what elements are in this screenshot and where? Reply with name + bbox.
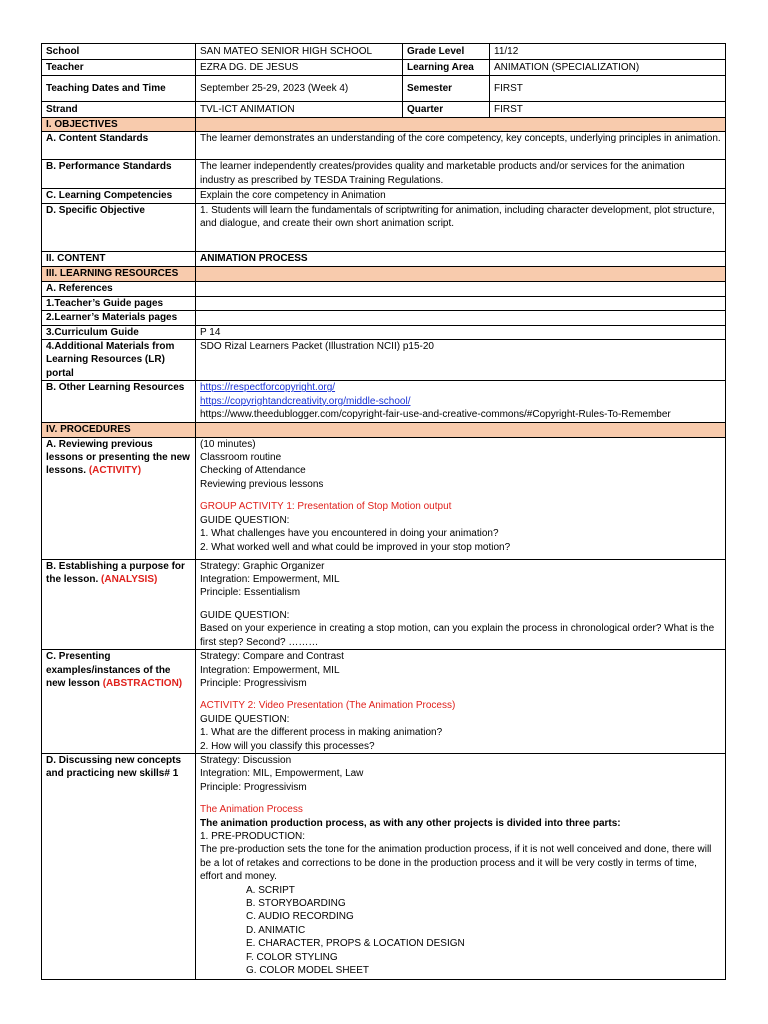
procedure-d-content (196, 753, 726, 979)
strand-label: Strand (42, 102, 196, 118)
grade-value: 11/12 (490, 44, 726, 60)
procedure-a-line: Classroom routine (200, 452, 282, 464)
other-resources-value (196, 381, 726, 423)
procedures-section-row (42, 423, 726, 437)
area-value: ANIMATION (SPECIALIZATION) (490, 60, 726, 76)
procedure-c-line: Strategy: Compare and Contrast (200, 651, 344, 663)
performance-standards-text: The learner independently creates/provides quality and marketable products and/or services for the animation industry as prescribed by TESDA Training Regulations. (196, 160, 726, 189)
procedure-b-question: Based on your experience in creating a stop motion, can you explain the process in chronological order? What is the first step? Second? ……… (200, 623, 715, 648)
group-activity-1-title: GROUP ACTIVITY 1: Presentation of Stop Motion output (200, 501, 452, 513)
learners-materials-row (42, 311, 726, 325)
pre-production-list-item: B. STORYBOARDING (246, 898, 346, 909)
additional-materials-value: SDO Rizal Learners Packet (Illustration NCII) p15-20 (196, 340, 726, 381)
teacher-row (42, 60, 726, 76)
activity-2-title: ACTIVITY 2: Video Presentation (The Animation Process) (200, 700, 456, 712)
quarter-label: Quarter (403, 102, 490, 118)
resources-section-row (42, 266, 726, 281)
pre-production-list-item: F. COLOR STYLING (246, 951, 338, 963)
pre-production-list-item: E. CHARACTER, PROPS & LOCATION DESIGN (246, 938, 465, 950)
semester-label: Semester (403, 76, 490, 102)
edublogger-url: https://www.theedublogger.com/copyright-fair-use-and-creative-commons/#Copyright-Rules-To-Remember (200, 409, 671, 421)
competencies-text: Explain the core competency in Animation (196, 189, 726, 203)
curriculum-guide-row (42, 325, 726, 339)
animation-process-intro: The animation production process, as with any other projects is divided into three parts: (200, 817, 621, 829)
procedure-b-row (42, 559, 726, 649)
specific-objective-row (42, 203, 726, 251)
objectives-section-title: I. OBJECTIVES (42, 118, 196, 132)
competencies-row (42, 189, 726, 203)
content-standards-label: A. Content Standards (42, 132, 196, 160)
procedure-c-label (42, 650, 196, 754)
procedure-a-line: Checking of Attendance (200, 465, 306, 477)
teacher-label: Teacher (42, 60, 196, 76)
procedure-a-row (42, 437, 726, 559)
school-row (42, 44, 726, 60)
competencies-label: C. Learning Competencies (42, 189, 196, 203)
procedure-c-row (42, 650, 726, 754)
content-value: ANIMATION PROCESS (196, 251, 726, 266)
grade-label: Grade Level (403, 44, 490, 60)
learners-materials-label: 2.Learner’s Materials pages (42, 311, 196, 325)
procedure-a-label (42, 437, 196, 559)
procedure-b-guide-heading: GUIDE QUESTION: (200, 609, 290, 621)
content-label: II. CONTENT (42, 251, 196, 266)
procedure-b-tag: (ANALYSIS) (101, 574, 158, 586)
content-standards-text: The learner demonstrates an understanding of the core competency, key concepts, underlying principles in animation. (196, 132, 726, 160)
additional-materials-row (42, 340, 726, 381)
procedures-section-title: IV. PROCEDURES (42, 423, 196, 437)
procedure-a-content (196, 437, 726, 559)
procedure-d-line: Integration: MIL, Empowerment, Law (200, 768, 364, 780)
additional-materials-label: 4.Additional Materials from Learning Resources (LR) portal (42, 340, 196, 381)
procedure-d-line: Strategy: Discussion (200, 754, 292, 766)
curriculum-guide-value: P 14 (196, 325, 726, 339)
curriculum-guide-label: 3.Curriculum Guide (42, 325, 196, 339)
procedure-b-content (196, 559, 726, 649)
procedure-b-label-text: B. Establishing a purpose for the lesson. (46, 560, 185, 586)
dates-row (42, 76, 726, 102)
resources-section-fill (196, 266, 726, 281)
procedure-c-line: Integration: Empowerment, MIL (200, 664, 340, 676)
specific-objective-text: 1. Students will learn the fundamentals of scriptwriting for animation, including character development, plot structure, and dialogue, and create their own short animation script. (196, 203, 726, 251)
pre-production-list-item: D. ANIMATIC (246, 924, 306, 936)
references-row (42, 281, 726, 296)
lesson-plan-sheet (41, 43, 725, 980)
animation-process-title: The Animation Process (200, 804, 303, 816)
objectives-section-fill (196, 118, 726, 132)
procedure-a-question: 1. What challenges have you encountered in doing your animation? (200, 528, 499, 540)
procedure-b-label (42, 559, 196, 649)
pre-production-heading: 1. PRE-PRODUCTION: (200, 830, 306, 842)
procedure-c-question: 2. How will you classify this processes? (200, 740, 375, 752)
content-row (42, 251, 726, 266)
procedure-a-guide-heading: GUIDE QUESTION: (200, 514, 290, 526)
teachers-guide-value (196, 296, 726, 310)
dates-label: Teaching Dates and Time (42, 76, 196, 102)
procedure-c-content (196, 650, 726, 754)
dates-value: September 25-29, 2023 (Week 4) (196, 76, 403, 102)
pre-production-list-item: C. AUDIO RECORDING (246, 911, 354, 923)
procedure-a-question: 2. What worked well and what could be improved in your stop motion? (200, 541, 511, 553)
references-value (196, 281, 726, 296)
procedure-b-line: Strategy: Graphic Organizer (200, 560, 325, 572)
procedure-c-question: 1. What are the different process in making animation? (200, 727, 443, 739)
pre-production-paragraph: The pre-production sets the tone for the animation production process, if it is not well conceived and done, there will be a lot of retakes and corrections to be done in the production process and it will be very costly in terms of time, effort and money. (200, 844, 712, 883)
references-label: A. References (42, 281, 196, 296)
school-value: SAN MATEO SENIOR HIGH SCHOOL (196, 44, 403, 60)
pre-production-list-item: G. COLOR MODEL SHEET (246, 965, 369, 977)
procedure-a-tag: (ACTIVITY) (88, 465, 142, 477)
procedure-c-guide-heading: GUIDE QUESTION: (200, 713, 290, 725)
teacher-value: EZRA DG. DE JESUS (196, 60, 403, 76)
procedure-b-line: Principle: Essentialism (200, 587, 301, 599)
quarter-value: FIRST (490, 102, 726, 118)
learners-materials-value (196, 311, 726, 325)
procedure-d-label: D. Discussing new concepts and practicing new skills# 1 (42, 753, 196, 979)
procedure-c-label-text: C. Presenting examples/instances of the new lesson (46, 651, 171, 689)
specific-objective-label: D. Specific Objective (42, 203, 196, 251)
content-standards-row (42, 132, 726, 160)
lesson-plan-table (41, 43, 726, 980)
procedure-c-line: Principle: Progressivism (200, 677, 307, 689)
teachers-guide-label: 1.Teacher’s Guide pages (42, 296, 196, 310)
procedure-d-line: Principle: Progressivism (200, 781, 307, 793)
copyright-creativity-link[interactable]: https://copyrightandcreativity.org/middle-school/ (200, 395, 411, 407)
resources-section-title: III. LEARNING RESOURCES (42, 266, 196, 281)
other-resources-row (42, 381, 726, 423)
other-resources-label: B. Other Learning Resources (42, 381, 196, 423)
procedure-a-line: Reviewing previous lessons (200, 478, 324, 490)
procedure-a-line: (10 minutes) (200, 438, 256, 450)
area-label: Learning Area (403, 60, 490, 76)
procedures-section-fill (196, 423, 726, 437)
strand-value: TVL-ICT ANIMATION (196, 102, 403, 118)
objectives-section-row (42, 118, 726, 132)
respect-copyright-link[interactable]: https://respectforcopyright.org/ (200, 382, 336, 394)
teachers-guide-row (42, 296, 726, 310)
pre-production-list-item: A. SCRIPT (246, 884, 295, 896)
performance-standards-row (42, 160, 726, 189)
school-label: School (42, 44, 196, 60)
procedure-d-row (42, 753, 726, 979)
semester-value: FIRST (490, 76, 726, 102)
procedure-a-label-text: A. Reviewing previous lessons or presenting the new lessons. (46, 438, 190, 477)
strand-row (42, 102, 726, 118)
procedure-c-tag: (ABSTRACTION) (102, 677, 183, 689)
procedure-b-line: Integration: Empowerment, MIL (200, 574, 340, 586)
performance-standards-label: B. Performance Standards (42, 160, 196, 189)
